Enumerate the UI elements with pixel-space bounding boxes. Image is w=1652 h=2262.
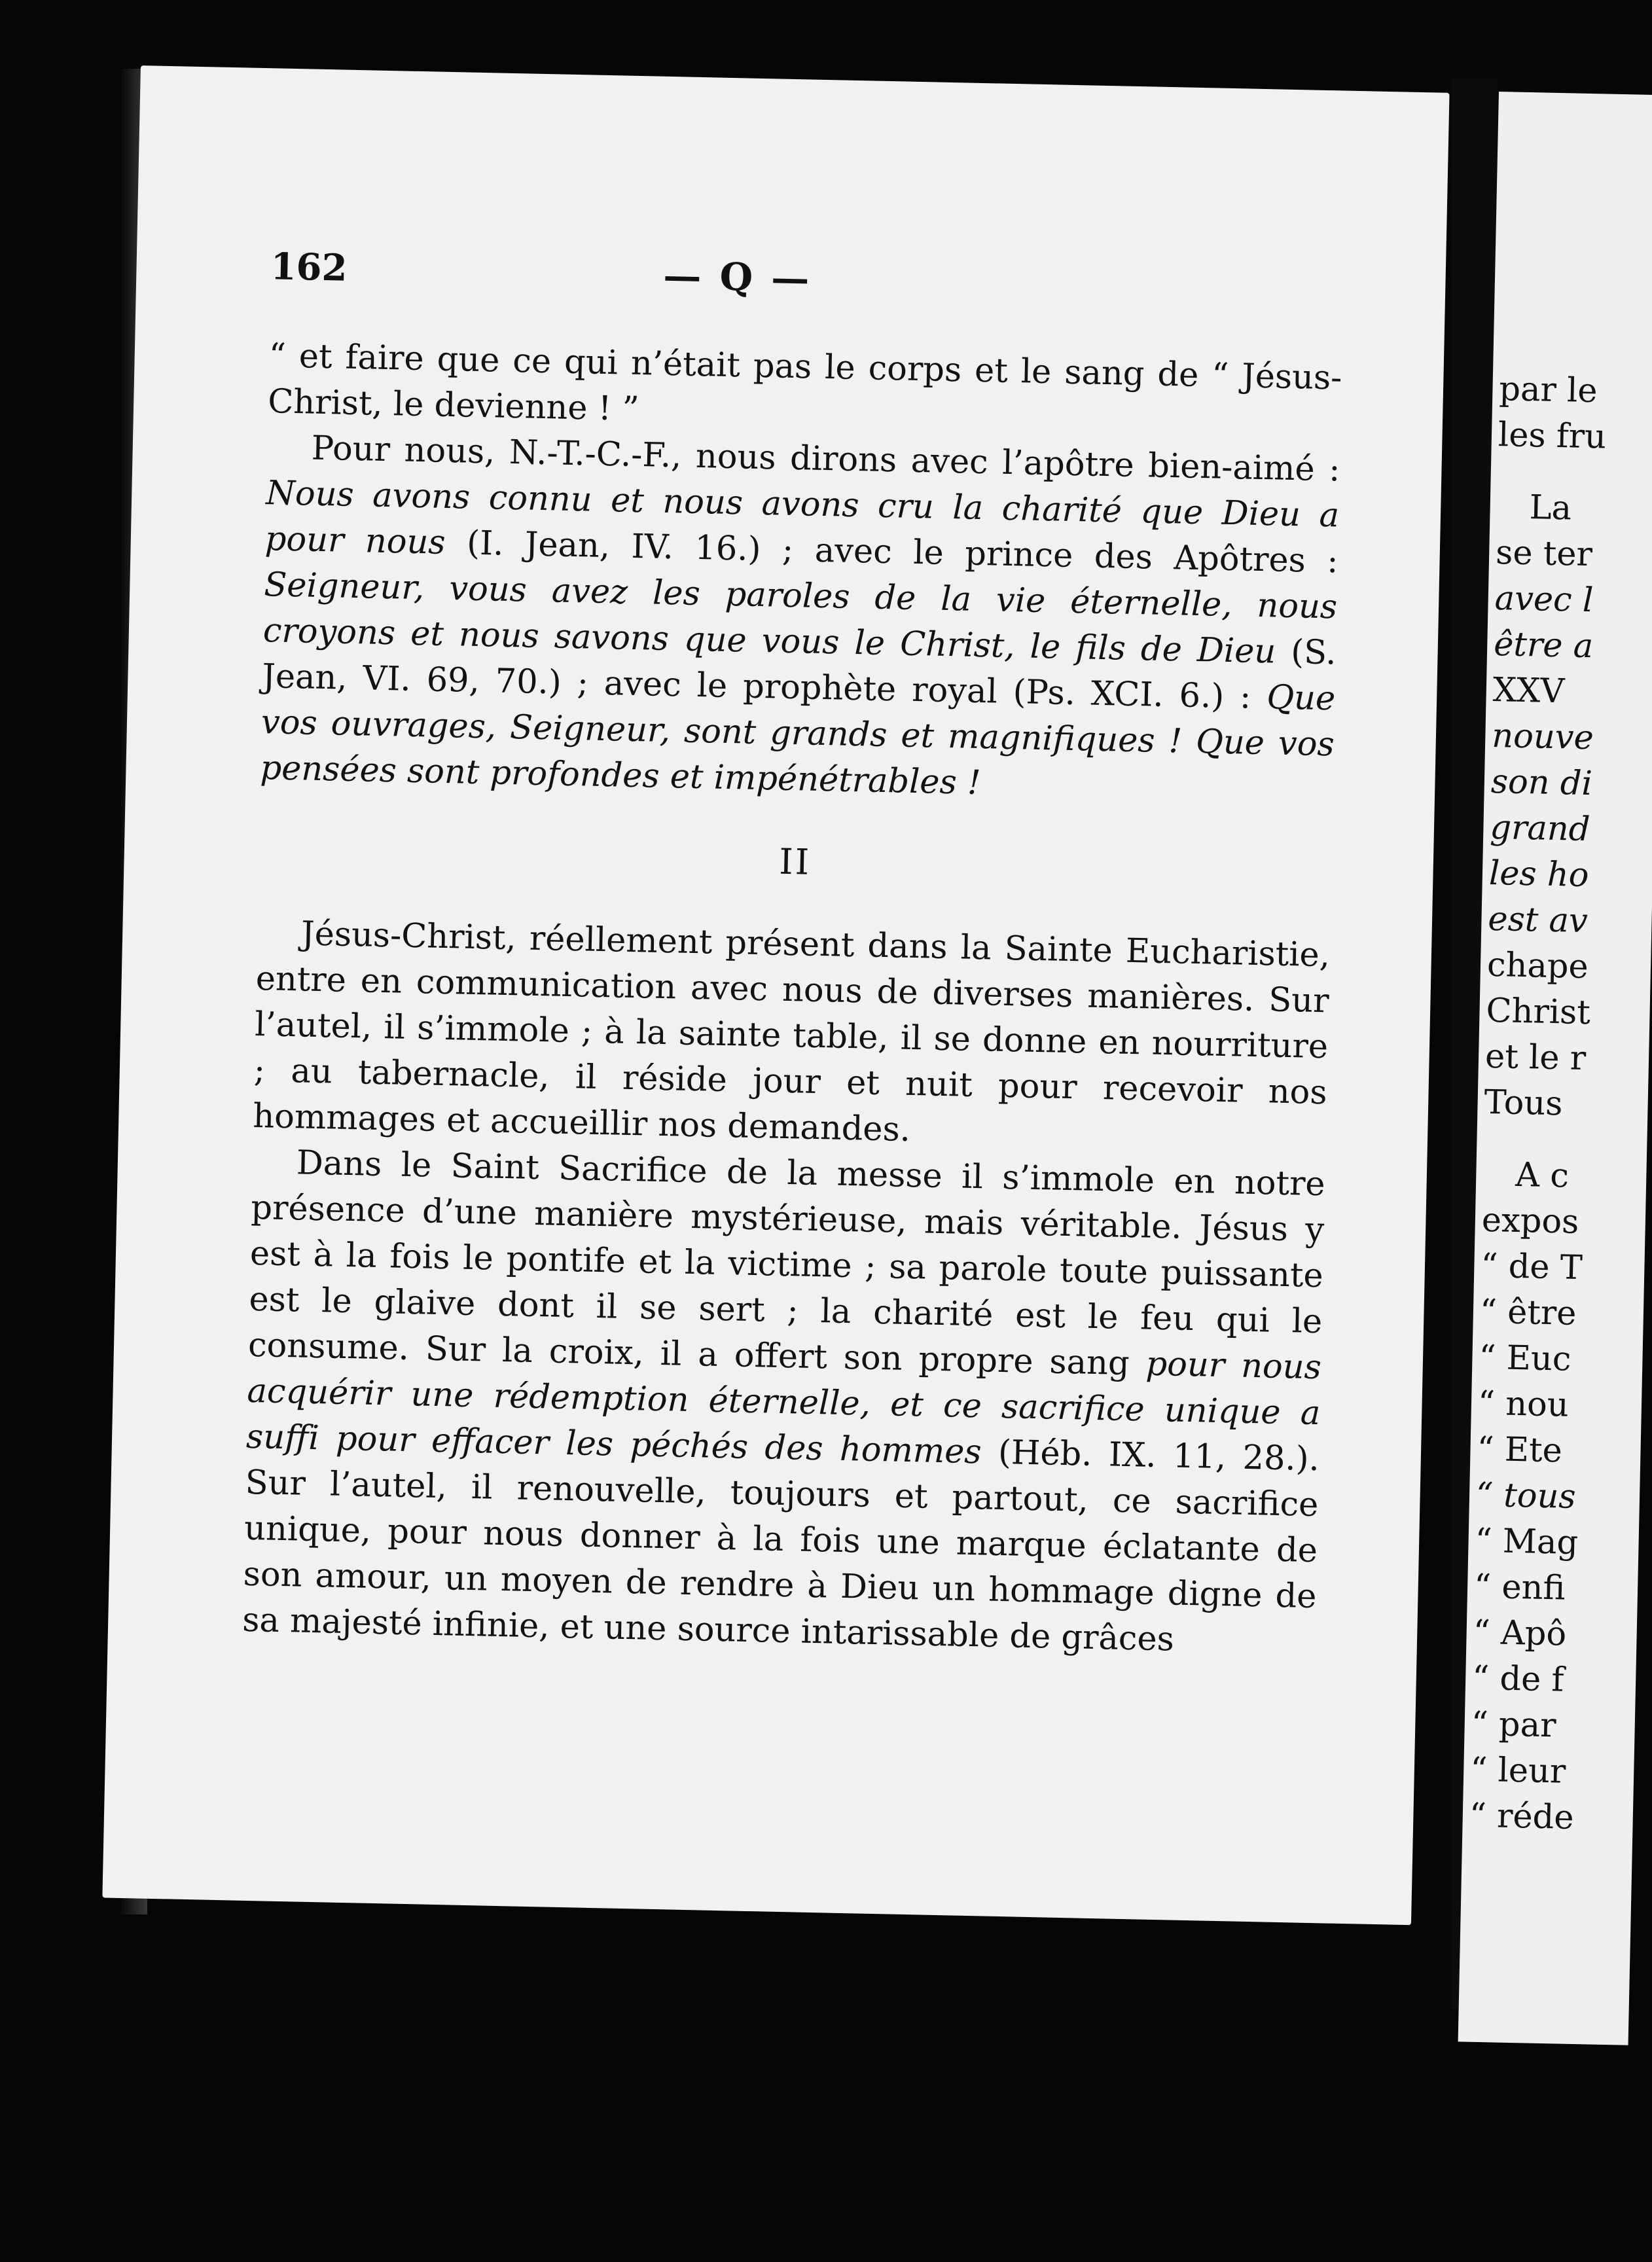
right-page-line-fragment: nouve — [1491, 717, 1594, 758]
body-text — [242, 333, 1343, 1666]
text-segment: Pour nous, N.-T.-C.-F., nous dirons avec l’apôtre bien-aimé : — [311, 429, 1341, 490]
left-page — [102, 65, 1449, 1925]
italic-text-segment: Nous avons connu et nous avons cru la charité que Dieu a pour nous — [264, 474, 1340, 562]
section-heading: II — [778, 840, 812, 883]
page-number: 162 — [270, 245, 348, 290]
right-page-line-fragment: “ Apô — [1473, 1613, 1567, 1654]
paragraphs-after-section — [242, 910, 1331, 1666]
right-page-line-fragment: “ de f — [1471, 1659, 1565, 1700]
right-page-line-fragment: A c — [1515, 1155, 1570, 1196]
right-page-line-fragment: est av — [1487, 899, 1589, 941]
right-page-line-fragment: se ter — [1495, 533, 1593, 575]
italic-text-segment: Que vos ouvrages, Seigneur, sont grands et magnifiques ! Que vos pensées sont profondes et impénétrables ! — [259, 678, 1336, 803]
paragraph — [260, 425, 1340, 814]
paragraph-gap — [1477, 1126, 1647, 1155]
paragraph — [253, 910, 1331, 1162]
right-page-line-fragment: XXV — [1492, 671, 1565, 711]
right-page-line-fragment: “ enfi — [1473, 1567, 1566, 1608]
right-page-line-fragment: et le r — [1484, 1037, 1587, 1079]
text-segment: “ et faire que ce qui n’était pas le corps et le sang de “ Jésus-Christ, le devienne ! ” — [267, 336, 1343, 429]
right-page-line-fragment: être a — [1493, 625, 1594, 666]
text-segment: (I. Jean, IV. 16.) ; avec le prince des Apôtres : — [444, 523, 1339, 581]
right-page-line-fragment: les ho — [1488, 853, 1590, 895]
right-page-line-fragment: les fru — [1498, 416, 1607, 457]
right-page-line-fragment: Christ — [1485, 991, 1591, 1033]
right-page-line-fragment: “ Euc — [1478, 1338, 1572, 1379]
right-page-line-fragment: son di — [1490, 762, 1593, 804]
right-page-line-fragment: “ tous — [1475, 1475, 1577, 1517]
right-page-line-fragment: grand — [1489, 808, 1590, 850]
page-header — [270, 245, 1344, 326]
right-page-line-fragment: “ par — [1471, 1704, 1557, 1746]
right-page-line-fragment: “ Mag — [1475, 1521, 1579, 1563]
text-segment: (Héb. IX. 11, 28.). Sur l’autel, il renouvelle, toujours et partout, ce sacrifice unique, pour nous donner à la fois une marque éclatante de son amour, un moyen de rendre à Dieu un hommage digne de sa majesté infinie, et une source intarissable de grâces — [242, 1433, 1320, 1659]
text-segment: (S. Jean, VI. 69, 70.) ; avec le prophète royal (Ps. XCI. 6.) : — [261, 632, 1337, 717]
right-page-line-fragment: “ de T — [1480, 1246, 1583, 1288]
running-head: — Q — — [662, 253, 813, 301]
paragraph-gap — [1490, 458, 1652, 488]
italic-text-segment: Seigneur, vous avez les paroles de la vie éternelle, nous croyons et nous savons que vous le Christ, le fils de Dieu — [262, 566, 1338, 672]
right-page-line-fragment: “ réde — [1469, 1796, 1575, 1837]
right-page-line-fragment: “ Ete — [1476, 1429, 1563, 1471]
right-page-line-fragment: Tous — [1484, 1083, 1564, 1124]
italic-text-segment: pour nous acquérir une rédemption éternelle, et ce sacrifice unique a suffi pour effacer les péchés des hommes — [245, 1344, 1322, 1472]
right-page-line-fragment: chape — [1486, 945, 1589, 987]
right-page-line-fragment: par le — [1498, 370, 1598, 411]
right-page-line-fragment: expos — [1481, 1200, 1579, 1242]
text-segment: Jésus-Christ, réellement présent dans la Sainte Eucharistie, entre en communication avec nous de diverses manières. Sur l’autel, il s’immole ; à la sainte table, il se donne en nourriture ; au tabernacle, il réside jour et nuit pour recevoir nos hommages et accueillir nos demandes. — [252, 914, 1331, 1149]
right-page-line-fragment: “ nou — [1477, 1384, 1570, 1425]
right-page-line-fragment: “ être — [1479, 1292, 1577, 1333]
paragraph — [242, 1140, 1326, 1666]
paragraphs-before-section — [260, 333, 1342, 814]
right-page-line-fragment: “ leur — [1469, 1750, 1566, 1791]
right-page-line-fragment: avec l — [1494, 579, 1594, 620]
right-page-line-fragment: La — [1529, 488, 1572, 528]
text-segment: Dans le Saint Sacrifice de la messe il s’immole en notre présence d’une manière mystérieuse, mais véritable. Jésus y est à la fois le pontife et la victime ; sa parole toute puissante est le glaive dont il se sert ; la charité est le feu qui le consume. Sur la croix, il a offert son propre sang — [247, 1143, 1326, 1384]
